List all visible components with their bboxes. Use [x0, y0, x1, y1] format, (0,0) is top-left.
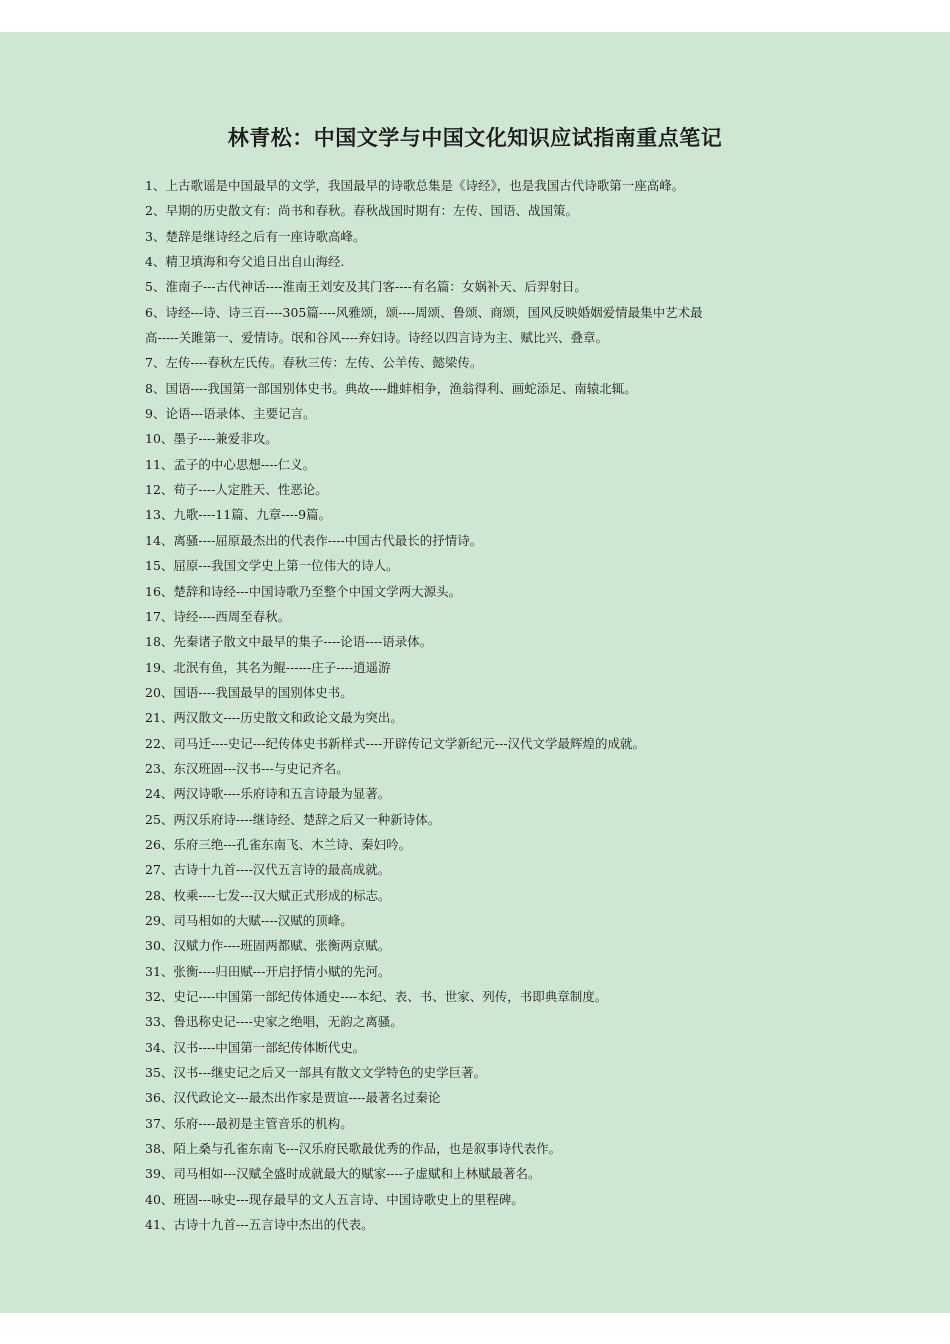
- note-line: [145, 832, 825, 857]
- note-text: 上古歌谣是中国最早的文学，我国最早的诗歌总集是《诗经》，也是我国古代诗歌第一座高峰。: [165, 178, 685, 193]
- note-text: 国语----我国最早的国别体史书。: [173, 684, 353, 700]
- note-line: [145, 300, 825, 325]
- note-text: 汉代政论文---最杰出作家是贾谊----最著名过秦论: [173, 1090, 441, 1106]
- note-line: [145, 705, 825, 730]
- page-title: 林青松：中国文学与中国文化知识应试指南重点笔记: [227, 125, 723, 150]
- note-number: 40、: [145, 1191, 174, 1207]
- note-text: 汉书----中国第一部纪传体断代史。: [173, 1039, 366, 1055]
- note-text: 司马相如---汉赋全盛时成就最大的赋家----子虚赋和上林赋最著名。: [173, 1166, 541, 1182]
- note-number: 29、: [145, 912, 174, 928]
- note-number: 33、: [145, 1014, 174, 1030]
- note-text: 楚辞和诗经---中国诗歌乃至整个中国文学两大源头。: [173, 583, 462, 599]
- note-number: 16、: [145, 583, 174, 599]
- note-text: 汉书---继史记之后又一部具有散文文学特色的史学巨著。: [173, 1065, 487, 1081]
- note-line: [145, 1035, 825, 1060]
- note-line: [145, 502, 825, 527]
- note-line: [145, 1111, 825, 1136]
- note-line: [145, 807, 825, 832]
- note-text: 楚辞是继诗经之后有一座诗歌高峰。: [165, 228, 366, 244]
- note-number: 12、: [145, 482, 174, 498]
- note-text: 司马迁----史记---纪传体史书新样式----开辟传记文学新纪元---汉代文学最辉煌的成就。: [173, 735, 646, 751]
- note-text: 司马相如的大赋----汉赋的顶峰。: [173, 912, 353, 928]
- note-number: 25、: [145, 811, 174, 827]
- note-number: 26、: [145, 836, 174, 852]
- note-number: 41、: [145, 1217, 174, 1233]
- note-number: 39、: [145, 1166, 174, 1182]
- note-line: [145, 604, 825, 629]
- note-line: [145, 553, 825, 578]
- note-line: [145, 1212, 825, 1237]
- note-line: [145, 224, 825, 249]
- note-number: 37、: [145, 1115, 174, 1131]
- note-number: 6、: [145, 304, 166, 320]
- note-line: [145, 1085, 825, 1110]
- note-number: 1、: [145, 178, 166, 193]
- note-line: [145, 680, 825, 705]
- note-line: [145, 1136, 825, 1161]
- note-line: [145, 933, 825, 958]
- note-text: 乐府----最初是主管音乐的机构。: [173, 1115, 353, 1131]
- note-text: 孟子的中心思想----仁义。: [173, 456, 316, 472]
- note-number: 10、: [145, 431, 174, 447]
- note-number: 32、: [145, 989, 174, 1004]
- note-line: [145, 350, 825, 375]
- note-line: [145, 857, 825, 882]
- note-number: 2、: [145, 203, 166, 219]
- note-line: [145, 781, 825, 806]
- notes-list: [145, 173, 825, 1237]
- note-number: 34、: [145, 1039, 174, 1055]
- note-number: 30、: [145, 938, 174, 954]
- note-number: 24、: [145, 786, 174, 802]
- note-line: [145, 376, 825, 401]
- note-line: [145, 198, 825, 223]
- note-number: 36、: [145, 1090, 174, 1106]
- note-number: 8、: [145, 380, 166, 396]
- note-line: [145, 325, 825, 350]
- note-text: 古诗十九首---五言诗中杰出的代表。: [173, 1217, 374, 1233]
- note-number: 14、: [145, 532, 174, 548]
- note-number: 22、: [145, 735, 174, 751]
- note-text: 汉赋力作----班固两都赋、张衡两京赋。: [173, 938, 391, 954]
- note-line: [145, 908, 825, 933]
- note-number: 19、: [145, 659, 174, 675]
- note-line: [145, 274, 825, 299]
- note-text: 高-----关雎第一、爱情诗。氓和谷风----弃妇诗。诗经以四言诗为主、赋比兴、叠章。: [145, 330, 609, 346]
- note-line: [145, 984, 825, 1009]
- note-number: 28、: [145, 887, 174, 903]
- note-number: 21、: [145, 710, 174, 726]
- note-line: [145, 629, 825, 654]
- note-text: 离骚----屈原最杰出的代表作----中国古代最长的抒情诗。: [173, 532, 483, 548]
- note-line: [145, 401, 825, 426]
- note-line: [145, 1161, 825, 1186]
- note-text: 史记----中国第一部纪传体通史----本纪、表、书、世家、列传，书即典章制度。: [173, 989, 608, 1004]
- note-number: 17、: [145, 608, 174, 624]
- note-line: [145, 655, 825, 680]
- note-text: 张衡----归田赋---开启抒情小赋的先河。: [173, 963, 391, 979]
- note-line: [145, 452, 825, 477]
- note-text: 诗经----西周至春秋。: [173, 608, 291, 624]
- note-line: [145, 1060, 825, 1085]
- note-text: 国语----我国第一部国别体史书。典故----雌蚌相争，渔翁得利、画蛇添足、南辕北辄。: [165, 380, 637, 396]
- note-number: 18、: [145, 634, 174, 650]
- note-line: [145, 528, 825, 553]
- note-text: 鲁迅称史记----史家之绝唱，无韵之离骚。: [173, 1014, 403, 1030]
- note-line: [145, 249, 825, 274]
- note-number: 15、: [145, 558, 174, 574]
- note-text: 墨子----兼爱非攻。: [173, 431, 278, 447]
- note-line: [145, 883, 825, 908]
- note-text: 左传----春秋左氏传。春秋三传：左传、公羊传、懿梁传。: [165, 355, 483, 371]
- note-text: 班固---咏史---现存最早的文人五言诗、中国诗歌史上的里程碑。: [173, 1191, 524, 1207]
- note-text: 两汉乐府诗----继诗经、楚辞之后又一种新诗体。: [173, 811, 441, 827]
- note-number: 4、: [145, 254, 166, 270]
- note-text: 荀子----人定胜天、性恶论。: [173, 482, 328, 498]
- note-text: 精卫填海和夸父追日出自山海经.: [165, 254, 345, 270]
- note-text: 早期的历史散文有：尚书和春秋。春秋战国时期有：左传、国语、战国策。: [165, 203, 578, 219]
- note-number: 27、: [145, 862, 174, 878]
- note-number: 23、: [145, 760, 174, 776]
- note-number: 7、: [145, 355, 166, 371]
- note-text: 九歌----11篇、九章----9篇。: [173, 507, 332, 523]
- note-number: 38、: [145, 1141, 174, 1157]
- note-text: 淮南子---古代神话----淮南王刘安及其门客----有名篇：女娲补天、后羿射日。: [165, 279, 587, 295]
- note-text: 两汉散文----历史散文和政论文最为突出。: [173, 710, 403, 726]
- note-number: 11、: [145, 456, 174, 472]
- note-line: [145, 756, 825, 781]
- note-text: 屈原---我国文学史上第一位伟大的诗人。: [173, 558, 399, 574]
- note-number: 9、: [145, 406, 166, 422]
- note-line: [145, 1187, 825, 1212]
- note-number: 35、: [145, 1065, 174, 1081]
- document-page: [0, 32, 950, 1313]
- note-text: 枚乘----七发---汉大赋正式形成的标志。: [173, 887, 391, 903]
- note-line: [145, 579, 825, 604]
- note-line: [145, 1009, 825, 1034]
- note-text: 先秦诸子散文中最早的集子----论语----语录体。: [173, 634, 433, 650]
- note-text: 两汉诗歌----乐府诗和五言诗最为显著。: [173, 786, 391, 802]
- note-text: 北泯有鱼，其名为鲲------庄子----逍遥游: [173, 659, 391, 675]
- note-text: 陌上桑与孔雀东南飞---汉乐府民歌最优秀的作品，也是叙事诗代表作。: [173, 1141, 562, 1157]
- note-line: [145, 731, 825, 756]
- note-text: 乐府三绝---孔雀东南飞、木兰诗、秦妇吟。: [173, 836, 412, 852]
- note-number: 3、: [145, 228, 166, 244]
- note-line: [145, 477, 825, 502]
- note-text: 古诗十九首----汉代五言诗的最高成就。: [173, 862, 391, 878]
- note-number: 20、: [145, 684, 174, 700]
- note-number: 31、: [145, 963, 174, 979]
- note-number: 13、: [145, 507, 174, 523]
- note-line: [145, 426, 825, 451]
- note-line: [145, 173, 825, 198]
- note-text: 论语---语录体、主要记言。: [165, 406, 316, 422]
- note-line: [145, 959, 825, 984]
- note-text: 诗经---诗、诗三百----305篇----风雅颂，颂----周颂、鲁颂、商颂，国风反映婚姻爱情最集中艺术最: [165, 304, 703, 320]
- note-number: 5、: [145, 279, 166, 295]
- note-text: 东汉班固---汉书---与史记齐名。: [173, 760, 349, 776]
